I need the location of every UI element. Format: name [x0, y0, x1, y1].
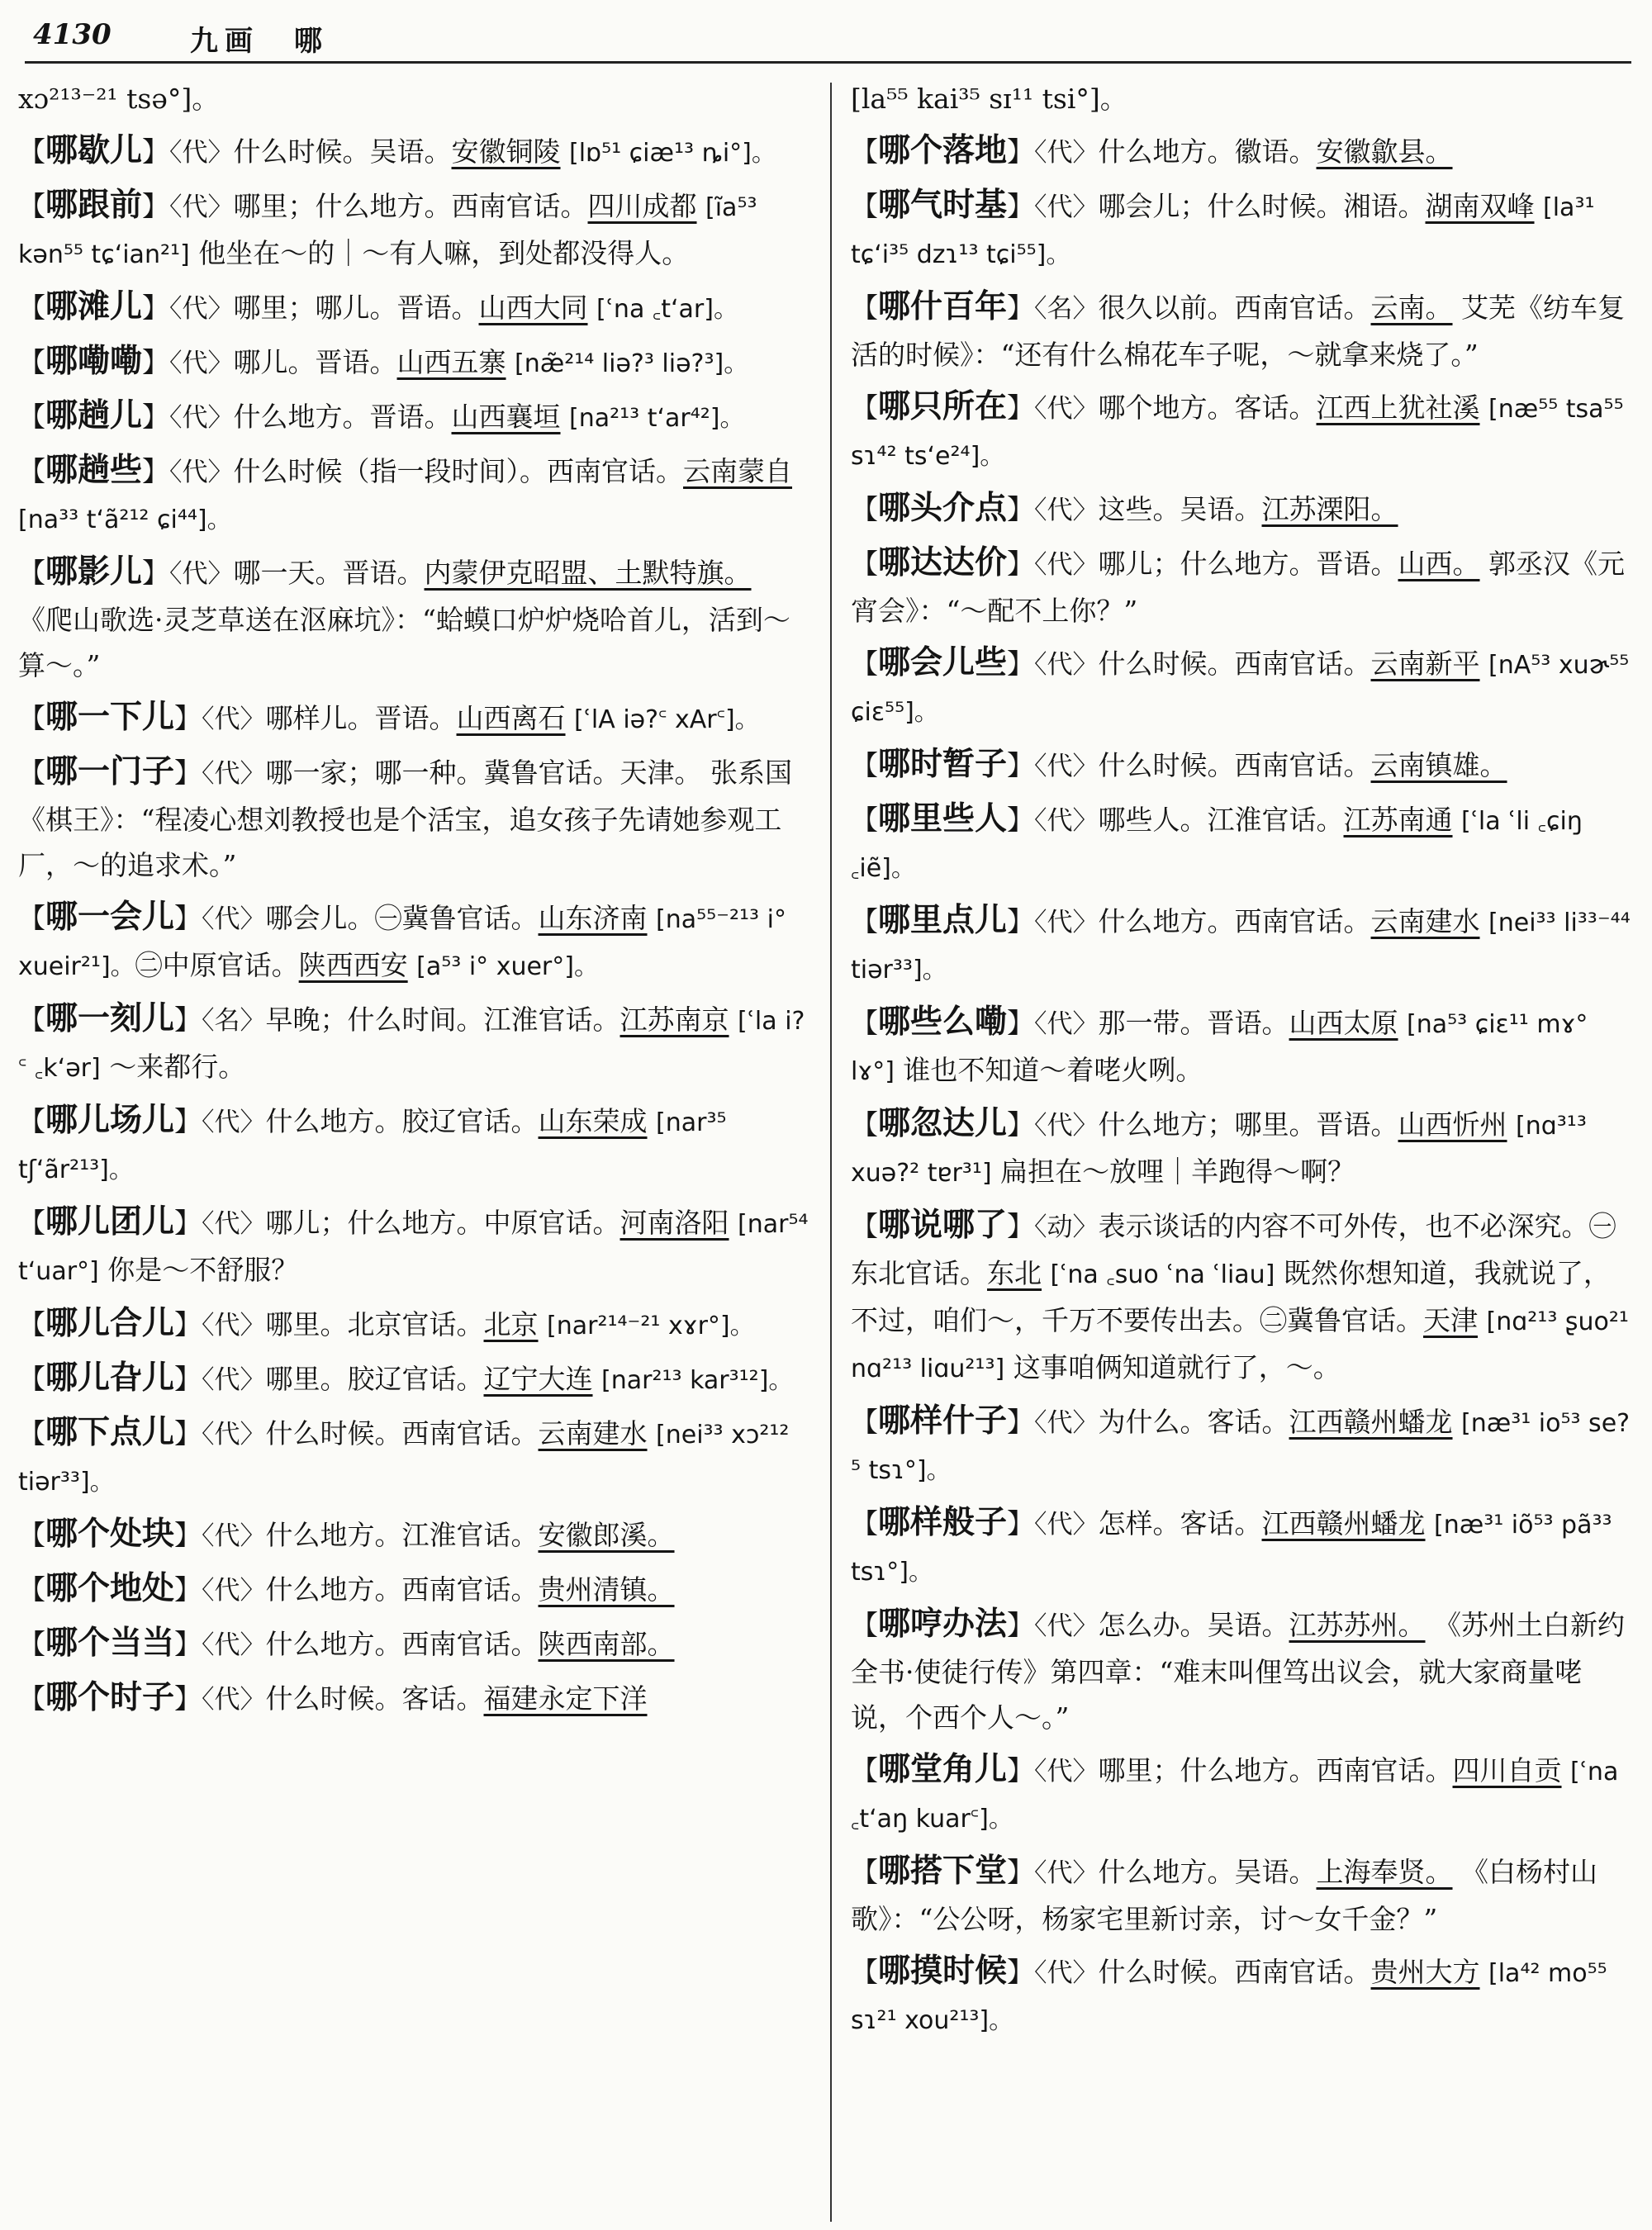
entry-headword: 哪样什子: [878, 1402, 1008, 1440]
location: 安徽铜陵: [451, 135, 561, 168]
example: 你是～不舒服？: [107, 1254, 299, 1286]
dictionary-entry: 【哪些么嘞】〈代〉那一带。晋语。山西太原 [na⁵³ ɕiɛ¹¹ mɤ° lɤ°] 谁也不知道～着咾火咧。: [851, 1004, 1588, 1086]
part-of-speech-tag: 〈代〉: [169, 458, 234, 487]
phonetic: [lɒ⁵¹ ɕiæ¹³ ȵi°]。: [569, 139, 776, 168]
location: 山东济南: [538, 902, 648, 934]
dictionary-entry: 【哪个地处】〈代〉什么地方。西南官话。贵州清镇。: [18, 1570, 675, 1607]
entry-headword: 哪个当当: [45, 1625, 175, 1662]
part-of-speech: 代: [182, 403, 208, 433]
definition: 哪里；什么地方。西南官话。: [233, 190, 588, 222]
entry-headword: 哪一刻儿: [45, 1000, 175, 1037]
phonetic: [na⁵⁵⁻²¹³ i° xueir²¹]。: [18, 905, 786, 981]
dictionary-entry: 【哪歇儿】〈代〉什么时候。吴语。安徽铜陵 [lɒ⁵¹ ɕiæ¹³ ȵi°]。: [18, 132, 776, 169]
location: 云南新平: [1370, 648, 1480, 680]
phonetic: [ʿna ꜀t‘ar]。: [596, 295, 738, 324]
definition: 哪儿。晋语。: [233, 346, 397, 378]
dictionary-entry: 【哪一会儿】〈代〉哪会儿。㊀冀鲁官话。山东济南 [na⁵⁵⁻²¹³ i° xueir²¹]。㊁中原官话。陕西西安 [a⁵³ i° xuer°]。: [18, 899, 786, 981]
part-of-speech-tag: 〈代〉: [202, 1365, 266, 1395]
part-of-speech-tag: 〈代〉: [1034, 908, 1099, 937]
entry-headword: 哪气时基: [878, 187, 1008, 224]
part-of-speech-tag: 〈代〉: [202, 1685, 266, 1715]
part-of-speech: 代: [214, 759, 240, 789]
part-of-speech-tag: 〈名〉: [1034, 294, 1099, 324]
dictionary-entry: 【哪里些人】〈代〉哪些人。江淮官话。江苏南通 [ʿla ʿli ꜀ɕiŋ ꜀iẽ]。: [851, 800, 1583, 883]
part-of-speech-tag: 〈代〉: [1034, 650, 1099, 680]
location: 陕西南部。: [538, 1628, 675, 1660]
dictionary-entry: 【哪个落地】〈代〉什么地方。徽语。安徽歙县。: [851, 132, 1453, 169]
phonetic: [na⁵³ ɕiɛ¹¹ mɤ° lɤ°]: [851, 1010, 1588, 1086]
part-of-speech: 代: [214, 1108, 240, 1137]
part-of-speech: 名: [1047, 294, 1073, 324]
entry-headword: 哪儿合儿: [45, 1305, 175, 1342]
part-of-speech: 代: [1047, 192, 1073, 222]
dictionary-entry: 【哪儿旮儿】〈代〉哪里。胶辽官话。辽宁大连 [nar²¹³ kar³¹²]。: [18, 1359, 794, 1397]
entry-headword: 哪个落地: [878, 132, 1008, 169]
entry-headword: 哪个时子: [45, 1679, 175, 1716]
phonetic: [ĩa⁵³ kən⁵⁵ tɕ‘ian²¹]: [18, 193, 757, 269]
part-of-speech-tag: 〈动〉: [1034, 1212, 1099, 1242]
part-of-speech: 代: [182, 559, 208, 589]
entry-headword: 哪嘞嘞: [45, 343, 143, 380]
phonetic: [na²¹³ t‘ar⁴²]。: [569, 404, 745, 433]
definition: 哪些人。江淮官话。: [1098, 804, 1344, 836]
dictionary-entry: 【哪儿团儿】〈代〉哪儿；什么地方。中原官话。河南洛阳 [nar⁵⁴ t‘uar°] 你是～不舒服？: [18, 1203, 809, 1286]
location: 山西忻州: [1398, 1108, 1507, 1141]
definition: 什么地方。胶辽官话。: [265, 1105, 539, 1137]
phonetic: [næ̃²¹⁴ liə?³ liə?³]。: [515, 349, 749, 378]
phonetic: [nei³³ li³³⁻⁴⁴ tiər³³]。: [851, 909, 1631, 985]
definition: 这些。吴语。: [1098, 493, 1262, 525]
part-of-speech-tag: 〈代〉: [169, 559, 234, 589]
dictionary-entry: 【哪滩儿】〈代〉哪里；哪儿。晋语。山西大同 [ʿna ꜀t‘ar]。: [18, 288, 738, 325]
part-of-speech: 代: [1047, 752, 1073, 781]
definition: 什么时候。西南官话。: [1098, 749, 1371, 781]
part-of-speech-tag: 〈代〉: [169, 138, 234, 168]
dictionary-entry: 【哪忽达儿】〈代〉什么地方；哪里。晋语。山西忻州 [nɑ³¹³ xuə?² tɐr³¹] 扁担在～放哩｜羊跑得～啊？: [851, 1105, 1587, 1188]
example: 《白杨村山歌》：“公公呀，杨家宅里新讨亲，讨～女千金？”: [851, 1856, 1598, 1935]
entry-headword: 哪里点儿: [878, 902, 1008, 939]
entry-headword: 哪趟些: [45, 452, 143, 489]
part-of-speech-tag: 〈代〉: [1034, 138, 1099, 168]
phonetic: [næ³¹ io⁵³ se?⁵ tsɿ°]。: [851, 1409, 1631, 1485]
part-of-speech-tag: 〈代〉: [1034, 806, 1099, 836]
entry-headword: 哪一门子: [45, 753, 175, 790]
part-of-speech-tag: 〈代〉: [1034, 1757, 1099, 1786]
dictionary-entry: 【哪气时基】〈代〉哪会儿；什么时候。湘语。湖南双峰 [la³¹ tɕ‘i³⁵ dzɿ¹³ tɕi⁵⁵]。: [851, 187, 1595, 269]
location: 东北: [987, 1257, 1042, 1289]
dictionary-entry: 【哪趟儿】〈代〉什么地方。晋语。山西襄垣 [na²¹³ t‘ar⁴²]。: [18, 397, 745, 434]
part-of-speech-tag: 〈代〉: [202, 759, 266, 789]
part-of-speech: 代: [1047, 1757, 1073, 1786]
definition: 哪会儿；什么时候。湘语。: [1098, 190, 1426, 222]
phonetic: [ʿna ꜀suo ʿna ʿliau]: [1050, 1260, 1275, 1289]
definition: 很久以前。西南官话。: [1098, 292, 1371, 324]
location: 云南镇雄。: [1370, 749, 1507, 781]
definition: 怎样。客话。: [1098, 1507, 1262, 1540]
definition: 什么地方。西南官话。: [265, 1628, 539, 1660]
dictionary-entry: 【哪堂角儿】〈代〉哪里；什么地方。西南官话。四川自贡 [ʿna ꜀t‘aŋ kuar꜂]。: [851, 1751, 1619, 1834]
dictionary-entry: 【哪嘞嘞】〈代〉哪儿。晋语。山西五寨 [næ̃²¹⁴ liə?³ liə?³]。: [18, 343, 749, 380]
definition: 哪个地方。客话。: [1098, 391, 1317, 424]
page-header: [33, 18, 1631, 64]
definition: 哪儿；什么地方。中原官话。: [265, 1207, 620, 1239]
definition: 什么时候。客话。: [265, 1682, 484, 1715]
phonetic: [ʿla ʿli ꜀ɕiŋ ꜀iẽ]。: [851, 807, 1583, 883]
part-of-speech: 代: [214, 1630, 240, 1660]
part-of-speech-tag: 〈代〉: [1034, 1009, 1099, 1039]
part-of-speech-tag: 〈代〉: [202, 1420, 266, 1450]
part-of-speech: 代: [182, 458, 208, 487]
header-rule: [25, 61, 1631, 64]
definition: 哪里。北京官话。: [265, 1308, 484, 1340]
phonetic: [næ³¹ iõ⁵³ pã³³ tsɿ°]。: [851, 1511, 1612, 1587]
part-of-speech: 代: [1047, 1408, 1073, 1438]
location: 江西上犹社溪: [1316, 391, 1480, 424]
part-of-speech: 代: [1047, 1111, 1073, 1141]
definition: 哪一天。晋语。: [233, 557, 425, 589]
part-of-speech-tag: 〈代〉: [1034, 1408, 1099, 1438]
phonetic: [ʿna ꜀t‘aŋ kuar꜂]。: [851, 1758, 1619, 1834]
definition: 什么地方。晋语。: [233, 401, 452, 433]
phonetic: [la⁴² mo⁵⁵ sɿ²¹ xou²¹³]。: [851, 1959, 1607, 2035]
definition: 什么时候。西南官话。: [265, 1417, 539, 1450]
part-of-speech: 代: [214, 1521, 240, 1551]
dictionary-entry: 【哪样什子】〈代〉为什么。客话。江西赣州蟠龙 [næ³¹ io⁵³ se?⁵ tsɿ°]。: [851, 1402, 1631, 1485]
definition: 什么地方。西南官话。: [1098, 905, 1371, 937]
location: 云南建水: [1370, 905, 1480, 937]
dictionary-entry: 【哪跟前】〈代〉哪里；什么地方。西南官话。四川成都 [ĩa⁵³ kən⁵⁵ tɕ‘ian²¹] 他坐在～的｜～有人嘛，到处都没得人。: [18, 187, 757, 269]
entry-headword: 哪堂角儿: [878, 1751, 1008, 1788]
entry-headword: 哪儿团儿: [45, 1203, 175, 1241]
example: 《苏州土白新约全书·使徒行传》第四章：“难末叫俚笃出议会，就大家商量咾说，个西个人～。”: [851, 1609, 1626, 1734]
phonetic: [nar²¹⁴⁻²¹ xɤr°]。: [547, 1312, 755, 1340]
entry-headword: 哪说哪了: [878, 1207, 1008, 1244]
part-of-speech: 代: [1047, 1510, 1073, 1540]
phonetic: [nar²¹³ kar³¹²]。: [601, 1366, 794, 1395]
part-of-speech: 代: [1047, 394, 1073, 424]
dictionary-entry: 【哪一下儿】〈代〉哪样儿。晋语。山西离石 [ʿlA iə?꜂ xAr꜂]。: [18, 699, 760, 736]
location: 安徽郎溪。: [538, 1519, 675, 1551]
entry-headword: 哪哼办法: [878, 1606, 1008, 1643]
example: ～来都行。: [109, 1051, 246, 1083]
dictionary-entry: 【哪一门子】〈代〉哪一家；哪一种。冀鲁官话。天津。 张系国《棋王》：“程凌心想刘教授也是个活宝，追女孩子先请她参观工厂，～的追求术。”: [18, 753, 793, 881]
dictionary-entry: 【哪样般子】〈代〉怎样。客话。江西赣州蟠龙 [næ³¹ iõ⁵³ pã³³ tsɿ°]。: [851, 1504, 1612, 1587]
part-of-speech-tag: 〈代〉: [202, 1576, 266, 1606]
location: 云南。: [1370, 292, 1453, 324]
dictionary-entry: 【哪个当当】〈代〉什么地方。西南官话。陕西南部。: [18, 1625, 675, 1662]
definition: 哪里。胶辽官话。: [265, 1363, 484, 1395]
example: 既然你想知道，我就说了，不过，咱们～，千万不要传出去。: [851, 1257, 1611, 1336]
part-of-speech-tag: 〈代〉: [202, 1311, 266, 1340]
entry-headword: 哪影儿: [45, 553, 143, 591]
dictionary-entry: 【哪摸时候】〈代〉什么时候。西南官话。贵州大方 [la⁴² mo⁵⁵ sɿ²¹ xou²¹³]。: [851, 1952, 1607, 2035]
phonetic: [na³³ t‘ã²¹² ɕi⁴⁴]。: [18, 505, 232, 534]
part-of-speech-tag: 〈代〉: [169, 349, 234, 378]
entry-headword: 哪里些人: [878, 800, 1008, 837]
dictionary-entry: 【哪里点儿】〈代〉什么地方。西南官话。云南建水 [nei³³ li³³⁻⁴⁴ tiər³³]。: [851, 902, 1631, 985]
part-of-speech-tag: 〈代〉: [1034, 1611, 1099, 1641]
definition: 什么时候（指一段时间）。西南官话。: [233, 455, 684, 487]
location: 山西襄垣: [451, 401, 561, 433]
definition: 什么地方。西南官话。: [265, 1573, 539, 1606]
definition: 为什么。客话。: [1098, 1406, 1289, 1438]
part-of-speech: 代: [214, 705, 240, 734]
part-of-speech: 代: [214, 1576, 240, 1606]
location: 安徽歙县。: [1316, 135, 1453, 168]
part-of-speech: 代: [1047, 1858, 1073, 1888]
entry-headword: 哪忽达儿: [878, 1105, 1008, 1142]
part-of-speech: 代: [214, 1365, 240, 1395]
definition: 什么地方；哪里。晋语。: [1098, 1108, 1398, 1141]
entry-headword: 哪头介点: [878, 490, 1008, 527]
part-of-speech-tag: 〈代〉: [1034, 394, 1099, 424]
location: 湖南双峰: [1425, 190, 1535, 222]
part-of-speech-tag: 〈代〉: [1034, 1111, 1099, 1141]
dictionary-entry: 【哪达达价】〈代〉哪儿；什么地方。晋语。山西。 郭丞汉《元宵会》：“～配不上你？”: [851, 544, 1626, 627]
part-of-speech-tag: 〈代〉: [1034, 1958, 1099, 1988]
definition: 什么时候。吴语。: [233, 135, 452, 168]
location: 江苏南京: [620, 1004, 729, 1036]
entry-headword: 哪一会儿: [45, 899, 175, 936]
dictionary-entry: 【哪影儿】〈代〉哪一天。晋语。内蒙伊克昭盟、土默特旗。 《爬山歌选·灵芝草送在沤麻坑》：“蛤蟆口炉炉烧哈首儿，活到～算～。”: [18, 553, 790, 681]
dictionary-entry: 【哪趟些】〈代〉什么时候（指一段时间）。西南官话。云南蒙自 [na³³ t‘ã²¹² ɕi⁴⁴]。: [18, 452, 793, 534]
definition: 哪会儿。㊀冀鲁官话。: [265, 902, 539, 934]
left-column: [18, 76, 809, 1729]
entry-headword: 哪歇儿: [45, 132, 143, 169]
location: 北京: [483, 1308, 539, 1340]
location: 江苏南通: [1343, 804, 1453, 836]
phonetic: [nar⁵⁴ t‘uar°]: [18, 1210, 809, 1286]
definition: 哪样儿。晋语。: [265, 702, 457, 734]
example: 张系国《棋王》：“程凌心想刘教授也是个活宝，追女孩子先请她参观工厂，～的追求术。”: [18, 757, 793, 881]
part-of-speech-tag: 〈代〉: [1034, 550, 1099, 580]
phonetic: [nA⁵³ xuɚ⁵⁵ ɕiɛ⁵⁵]。: [851, 651, 1630, 727]
dictionary-entry: 【哪说哪了】〈动〉表示谈话的内容不可外传，也不必深究。㊀东北官话。东北 [ʿna ꜀suo ʿna ʿliau] 既然你想知道，我就说了，不过，咱们～，千万不要传出去。㊁冀鲁官话。天津 [nɑ²¹³ ʂuo²¹ nɑ²¹³ liɑu²¹³] 这事咱俩知道就行了，～。: [851, 1207, 1629, 1383]
continuation-line: [la⁵⁵ kai³⁵ sɪ¹¹ tsi°]。: [851, 83, 1127, 115]
part-of-speech: 代: [1047, 1611, 1073, 1641]
part-of-speech-tag: 〈代〉: [169, 294, 234, 324]
definition: 怎么办。吴语。: [1098, 1609, 1289, 1641]
entry-headword: 哪趟儿: [45, 397, 143, 434]
part-of-speech: 代: [1047, 1009, 1073, 1039]
definition: ㊁中原官话。: [135, 949, 299, 981]
part-of-speech-tag: 〈代〉: [1034, 752, 1099, 781]
definition: 那一带。晋语。: [1098, 1007, 1289, 1039]
definition: 什么地方。徽语。: [1098, 135, 1317, 168]
phonetic: [la³¹ tɕ‘i³⁵ dzɿ¹³ tɕi⁵⁵]。: [851, 193, 1595, 269]
example: 扁担在～放哩｜羊跑得～啊？: [1000, 1155, 1355, 1188]
dictionary-entry: 【哪只所在】〈代〉哪个地方。客话。江西上犹社溪 [næ⁵⁵ tsa⁵⁵ sɿ⁴² ts‘e²⁴]。: [851, 388, 1624, 471]
entry-headword: 哪搭下堂: [878, 1853, 1008, 1890]
part-of-speech: 代: [1047, 806, 1073, 836]
part-of-speech: 名: [214, 1006, 240, 1036]
phonetic: [nei³³ xɔ²¹² tiər³³]。: [18, 1421, 790, 1497]
location: 福建永定下洋: [483, 1682, 648, 1715]
part-of-speech-tag: 〈代〉: [1034, 496, 1099, 525]
part-of-speech-tag: 〈代〉: [1034, 1510, 1099, 1540]
page-title: 九画 哪: [190, 25, 329, 58]
dictionary-entry: 【哪搭下堂】〈代〉什么地方。吴语。上海奉贤。 《白杨村山歌》：“公公呀，杨家宅里新讨亲，讨～女千金？”: [851, 1853, 1598, 1935]
entry-headword: 哪达达价: [878, 544, 1008, 581]
part-of-speech-tag: 〈代〉: [169, 403, 234, 433]
part-of-speech-tag: 〈代〉: [202, 705, 266, 734]
location: 江苏溧阳。: [1261, 493, 1398, 525]
phonetic: [nɑ²¹³ ʂuo²¹ nɑ²¹³ liɑu²¹³]: [851, 1307, 1629, 1383]
location: 贵州大方: [1370, 1956, 1480, 1988]
part-of-speech: 代: [1047, 138, 1073, 168]
phonetic: [ʿla i?꜂ ꜀k‘ər]: [18, 1007, 805, 1083]
dictionary-entry: 【哪个时子】〈代〉什么时候。客话。福建永定下洋: [18, 1679, 648, 1716]
location: 云南蒙自: [683, 455, 793, 487]
part-of-speech: 代: [182, 138, 208, 168]
dictionary-entry: 【哪一刻儿】〈名〉早晚；什么时间。江淮官话。江苏南京 [ʿla i?꜂ ꜀k‘ər] ～来都行。: [18, 1000, 805, 1083]
entry-headword: 哪下点儿: [45, 1414, 175, 1451]
part-of-speech: 代: [214, 1420, 240, 1450]
dictionary-entry: 【哪下点儿】〈代〉什么时候。西南官话。云南建水 [nei³³ xɔ²¹² tiər³³]。: [18, 1414, 790, 1497]
dictionary-entry: 【哪哼办法】〈代〉怎么办。吴语。江苏苏州。 《苏州土白新约全书·使徒行传》第四章：“难末叫俚笃出议会，就大家商量咾说，个西个人～。”: [851, 1606, 1626, 1734]
location: 辽宁大连: [483, 1363, 593, 1395]
dictionary-entry: 【哪时暂子】〈代〉什么时候。西南官话。云南镇雄。: [851, 746, 1507, 783]
location: 山西大同: [478, 292, 588, 324]
entry-headword: 哪什百年: [878, 288, 1008, 325]
part-of-speech: 代: [1047, 650, 1073, 680]
definition: 表示谈话的内容不可外传，也不必深究。㊀东北官话。: [851, 1210, 1616, 1289]
entry-headword: 哪一下儿: [45, 699, 175, 736]
phonetic: [a⁵³ i° xuer°]。: [416, 952, 599, 981]
part-of-speech-tag: 〈代〉: [202, 1630, 266, 1660]
example: 郭丞汉《元宵会》：“～配不上你？”: [851, 548, 1626, 627]
part-of-speech: 代: [182, 349, 208, 378]
definition: 什么时候。西南官话。: [1098, 1956, 1371, 1988]
part-of-speech-tag: 〈代〉: [169, 192, 234, 222]
location: 山西五寨: [396, 346, 506, 378]
example: 谁也不知道～着咾火咧。: [903, 1054, 1203, 1086]
dictionary-entry: 【哪儿场儿】〈代〉什么地方。胶辽官话。山东荣成 [nar³⁵ tʃ‘ãr²¹³]。: [18, 1102, 727, 1184]
example: 他坐在～的｜～有人嘛，到处都没得人。: [198, 237, 690, 269]
entry-headword: 哪样般子: [878, 1504, 1008, 1541]
page-number: 4130: [33, 18, 112, 51]
example: 艾芜《纺车复活的时候》：“还有什么棉花车子呢，～就拿来烧了。”: [851, 292, 1626, 371]
entry-headword: 哪儿场儿: [45, 1102, 175, 1139]
dictionary-entry: 【哪个处块】〈代〉什么地方。江淮官话。安徽郎溪。: [18, 1516, 675, 1553]
phonetic: [nɑ³¹³ xuə?² tɐr³¹]: [851, 1112, 1587, 1188]
part-of-speech: 代: [1047, 1958, 1073, 1988]
part-of-speech: 代: [182, 294, 208, 324]
definition: 早晚；什么时间。江淮官话。: [265, 1004, 620, 1036]
continuation-line: xɔ²¹³⁻²¹ tsə°]。: [18, 83, 220, 115]
part-of-speech-tag: 〈代〉: [202, 1108, 266, 1137]
example: 这事咱俩知道就行了，～。: [1013, 1351, 1341, 1383]
column-divider: [830, 83, 832, 2222]
part-of-speech: 代: [214, 1685, 240, 1715]
definition: 哪里；哪儿。晋语。: [233, 292, 479, 324]
part-of-speech: 动: [1047, 1212, 1073, 1242]
location: 山西。: [1398, 548, 1480, 580]
location: 山西太原: [1289, 1007, 1398, 1039]
entry-headword: 哪会儿些: [878, 644, 1008, 681]
definition: 哪里；什么地方。西南官话。: [1098, 1754, 1453, 1786]
entry-headword: 哪只所在: [878, 388, 1008, 425]
part-of-speech: 代: [214, 1209, 240, 1239]
part-of-speech-tag: 〈名〉: [202, 1006, 266, 1036]
definition: 什么地方。江淮官话。: [265, 1519, 539, 1551]
definition: 什么地方。吴语。: [1098, 1856, 1317, 1888]
part-of-speech: 代: [182, 192, 208, 222]
entry-headword: 哪个处块: [45, 1516, 175, 1553]
dictionary-entry: 【哪会儿些】〈代〉什么时候。西南官话。云南新平 [nA⁵³ xuɚ⁵⁵ ɕiɛ⁵⁵]。: [851, 644, 1630, 727]
dictionary-entry: 【哪什百年】〈名〉很久以前。西南官话。云南。 艾芜《纺车复活的时候》：“还有什么棉花车子呢，～就拿来烧了。”: [851, 288, 1626, 371]
phonetic: [ʿlA iə?꜂ xAr꜂]。: [574, 705, 760, 734]
definition: 什么时候。西南官话。: [1098, 648, 1371, 680]
location: 山东荣成: [538, 1105, 648, 1137]
entry-headword: 哪个地处: [45, 1570, 175, 1607]
location: 江西赣州蟠龙: [1261, 1507, 1426, 1540]
part-of-speech-tag: 〈代〉: [1034, 192, 1099, 222]
location: 贵州清镇。: [538, 1573, 675, 1606]
phonetic: [nar³⁵ tʃ‘ãr²¹³]。: [18, 1108, 727, 1184]
definition: 哪一家；哪一种。冀鲁官话。天津。: [265, 757, 702, 789]
dictionary-entry: 【哪头介点】〈代〉这些。吴语。江苏溧阳。: [851, 490, 1398, 527]
location: 山西离石: [456, 702, 566, 734]
location: 四川自贡: [1452, 1754, 1562, 1786]
entry-headword: 哪时暂子: [878, 746, 1008, 783]
part-of-speech: 代: [1047, 908, 1073, 937]
part-of-speech-tag: 〈代〉: [1034, 1858, 1099, 1888]
location: 江苏苏州。: [1289, 1609, 1426, 1641]
location: 内蒙伊克昭盟、土默特旗。: [424, 557, 752, 589]
dictionary-entry: 【哪儿合儿】〈代〉哪里。北京官话。北京 [nar²¹⁴⁻²¹ xɤr°]。: [18, 1305, 755, 1342]
location: 河南洛阳: [620, 1207, 729, 1239]
part-of-speech: 代: [1047, 550, 1073, 580]
part-of-speech-tag: 〈代〉: [202, 904, 266, 934]
part-of-speech-tag: 〈代〉: [202, 1521, 266, 1551]
location: 上海奉贤。: [1316, 1856, 1453, 1888]
phonetic: [næ⁵⁵ tsa⁵⁵ sɿ⁴² ts‘e²⁴]。: [851, 395, 1624, 471]
part-of-speech: 代: [1047, 496, 1073, 525]
entry-headword: 哪滩儿: [45, 288, 143, 325]
entry-headword: 哪些么嘞: [878, 1004, 1008, 1041]
definition: ㊁冀鲁官话。: [1260, 1304, 1423, 1336]
location: 天津: [1423, 1304, 1478, 1336]
definition: 哪儿；什么地方。晋语。: [1098, 548, 1398, 580]
location: 陕西西安: [298, 949, 408, 981]
right-column: [851, 76, 1634, 2050]
location: 云南建水: [538, 1417, 648, 1450]
location: 四川成都: [587, 190, 697, 222]
example: 《爬山歌选·灵芝草送在沤麻坑》：“蛤蟆口炉炉烧哈首儿，活到～算～。”: [18, 604, 790, 681]
entry-headword: 哪摸时候: [878, 1952, 1008, 1990]
part-of-speech: 代: [214, 1311, 240, 1340]
part-of-speech-tag: 〈代〉: [202, 1209, 266, 1239]
entry-headword: 哪儿旮儿: [45, 1359, 175, 1397]
part-of-speech: 代: [214, 904, 240, 934]
location: 江西赣州蟠龙: [1289, 1406, 1453, 1438]
entry-headword: 哪跟前: [45, 187, 143, 224]
